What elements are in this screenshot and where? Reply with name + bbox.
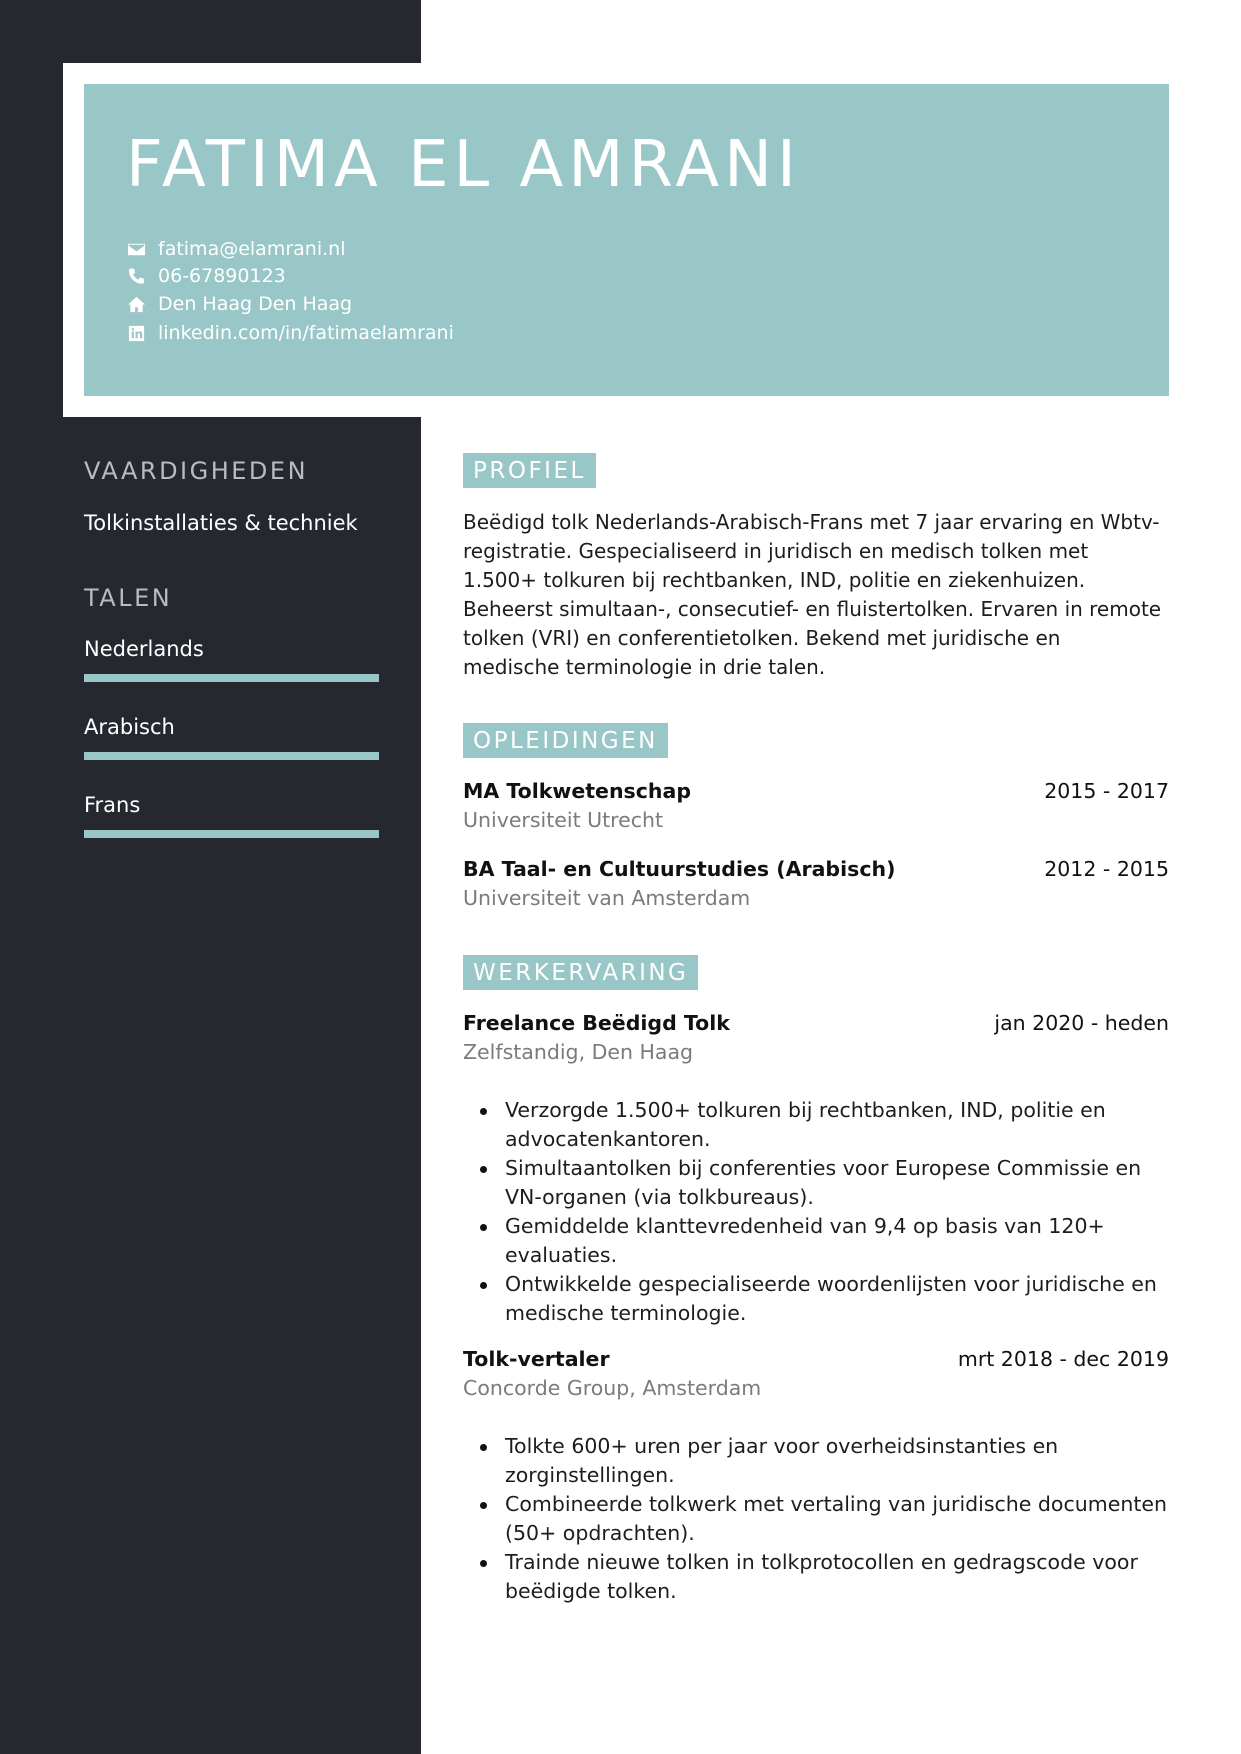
job-company: Concorde Group, Amsterdam [463,1376,762,1400]
job-achievements [463,1096,1168,1328]
achievement-item: Ontwikkelde gespecialiseerde woordenlijsten voor juridische en medische terminologie. [463,1270,1168,1328]
language-name: Frans [84,793,141,817]
language-level-fill [84,752,379,760]
job-dates: jan 2020 - heden [994,1011,1169,1035]
envelope-icon [126,239,146,259]
language-level-fill [84,674,379,682]
language-level-bar [84,752,379,760]
education-dates: 2012 - 2015 [1044,857,1169,881]
education-title: BA Taal- en Cultuurstudies (Arabisch) [463,857,896,881]
profile-text: Beëdigd tolk Nederlands-Arabisch-Frans met 7 jaar ervaring en Wbtv-registratie. Gespecialiseerd in juridisch en medisch tolken met 1.500+ tolkuren bij rechtbanken, IND, politie en ziekenhuizen. Beheerst simultaan-, consecutief- en fluistertolken. Ervaren in remote tolken (VRI) en conferentietolken. Bekend met juridische en medische terminologie in drie talen. [463,510,1162,679]
achievement-item: Tolkte 600+ uren per jaar voor overheidsinstanties en zorginstellingen. [463,1432,1168,1490]
education-title: MA Tolkwetenschap [463,779,692,803]
job-achievements [463,1432,1168,1606]
profile-heading: PROFIEL [463,453,596,488]
phone-icon [126,266,146,286]
education-institution: Universiteit Utrecht [463,808,664,832]
job-dates: mrt 2018 - dec 2019 [957,1347,1169,1371]
linkedin-icon [126,323,146,343]
languages-heading: TALEN [84,584,173,612]
contact-address-text: Den Haag Den Haag [158,293,353,315]
language-level-bar [84,830,379,838]
home-icon [126,294,146,314]
language-name: Arabisch [84,715,175,739]
contact-phone-text: 06-67890123 [158,265,286,287]
candidate-name: FATIMA EL AMRANI [126,128,801,202]
contact-address [126,291,352,317]
language-level-fill [84,830,379,838]
contact-email-text: fatima@elamrani.nl [158,238,346,260]
achievement-item: Trainde nieuwe tolken in tolkprotocollen en gedragscode voor beëdigde tolken. [463,1548,1168,1606]
education-dates: 2015 - 2017 [1044,779,1169,803]
achievement-item: Verzorgde 1.500+ tolkuren bij rechtbanken, IND, politie en advocatenkantoren. [463,1096,1168,1154]
job-title: Freelance Beëdigd Tolk [463,1011,730,1035]
job-company: Zelfstandig, Den Haag [463,1040,694,1064]
language-level-bar [84,674,379,682]
contact-linkedin[interactable] [126,320,454,346]
skill-item: Tolkinstallaties & techniek [84,511,358,535]
achievement-item: Combineerde tolkwerk met vertaling van juridische documenten (50+ opdrachten). [463,1490,1168,1548]
achievement-item: Simultaantolken bij conferenties voor Europese Commissie en VN-organen (via tolkbureaus). [463,1154,1168,1212]
contact-email[interactable] [126,236,345,262]
education-institution: Universiteit van Amsterdam [463,886,751,910]
skills-heading: VAARDIGHEDEN [84,457,309,485]
achievement-item: Gemiddelde klanttevredenheid van 9,4 op basis van 120+ evaluaties. [463,1212,1168,1270]
education-heading: OPLEIDINGEN [463,723,668,758]
contact-phone[interactable] [126,263,286,289]
job-title: Tolk-vertaler [463,1347,610,1371]
experience-heading: WERKERVARING [463,955,698,990]
language-name: Nederlands [84,637,204,661]
contact-linkedin-text: linkedin.com/in/fatimaelamrani [158,322,454,344]
